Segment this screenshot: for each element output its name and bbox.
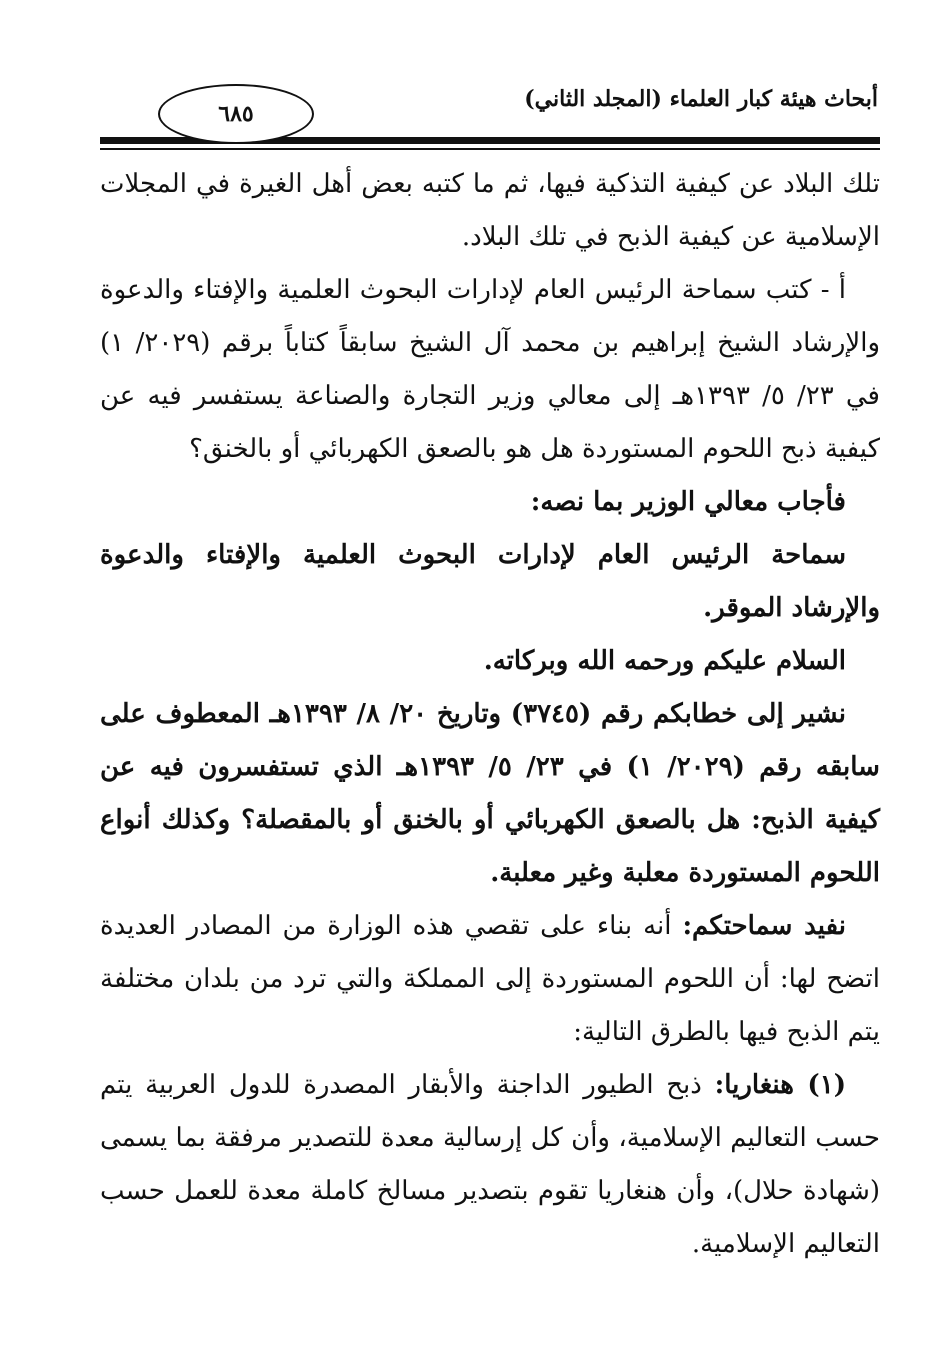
running-title: أبحاث هيئة كبار العلماء (المجلد الثاني) — [524, 86, 878, 112]
paragraph-hungary — [100, 1059, 880, 1271]
paragraph-salutation-addressee: سماحة الرئيس العام لإدارات البحوث العلمية والإفتاء والدعوة والإرشاد الموقر. — [100, 540, 880, 623]
paragraph-inform — [100, 900, 880, 1059]
paragraph-greeting: السلام عليكم ورحمه الله وبركاته. — [483, 646, 846, 676]
paragraph-continuation: تلك البلاد عن كيفية التذكية فيها، ثم ما كتبه بعض أهل الغيرة في المجلات الإسلامية عن كيفية الذبح في تلك البلاد. — [100, 169, 880, 252]
body-text — [100, 158, 880, 1271]
paragraph-letter-a: أ - كتب سماحة الرئيس العام لإدارات البحوث العلمية والإفتاء والدعوة والإرشاد الشيخ إبراهيم بن محمد آل الشيخ سابقاً كتاباً برقم (٢٠٢٩/ ١) في ٢٣/ ٥/ ١٣٩٣هـ إلى معالي وزير التجارة والصناعة يستفسر فيه عن كيفية ذبح اللحوم المستوردة هل هو بالصعق الكهربائي أو بالخنق؟ — [100, 275, 880, 464]
paragraph-inform-lead: نفيد سماحتكم: — [682, 911, 846, 941]
paragraph-minister-reply: فأجاب معالي الوزير بما نصه: — [530, 487, 846, 517]
paragraph-inform-text: أنه بناء على تقصي هذه الوزارة من المصادر العديدة اتضح لها: أن اللحوم المستوردة إلى المملكة والتي ترد من بلدان مختلفة يتم الذبح فيها بالطرق التالية: — [100, 911, 880, 1047]
paragraph-hungary-text: ذبح الطيور الداجنة والأبقار المصدرة للدول العربية يتم حسب التعاليم الإسلامية، وأن كل إرسالية معدة للتصدير مرفقة بما يسمى (شهادة حلال)، وأن هنغاريا تقوم بتصدير مسالخ كاملة معدة للعمل حسب التعاليم الإسلامية. — [100, 1070, 880, 1259]
page-number: ٦٨٥ — [158, 84, 314, 144]
header-rule-thin — [100, 148, 880, 150]
paragraph-reference: نشير إلى خطابكم رقم (٣٧٤٥) وتاريخ ٢٠/ ٨/ ١٣٩٣هـ المعطوف على سابقه رقم (٢٠٢٩/ ١) في ٢٣/ ٥/ ١٣٩٣هـ الذي تستفسرون فيه عن كيفية الذبح: هل بالصعق الكهربائي أو بالخنق أو بالمقصلة؟ وكذلك أنواع اللحوم المستوردة معلبة وغير معلبة. — [100, 699, 880, 888]
paragraph-hungary-lead: (١) هنغاريا: — [714, 1070, 847, 1100]
